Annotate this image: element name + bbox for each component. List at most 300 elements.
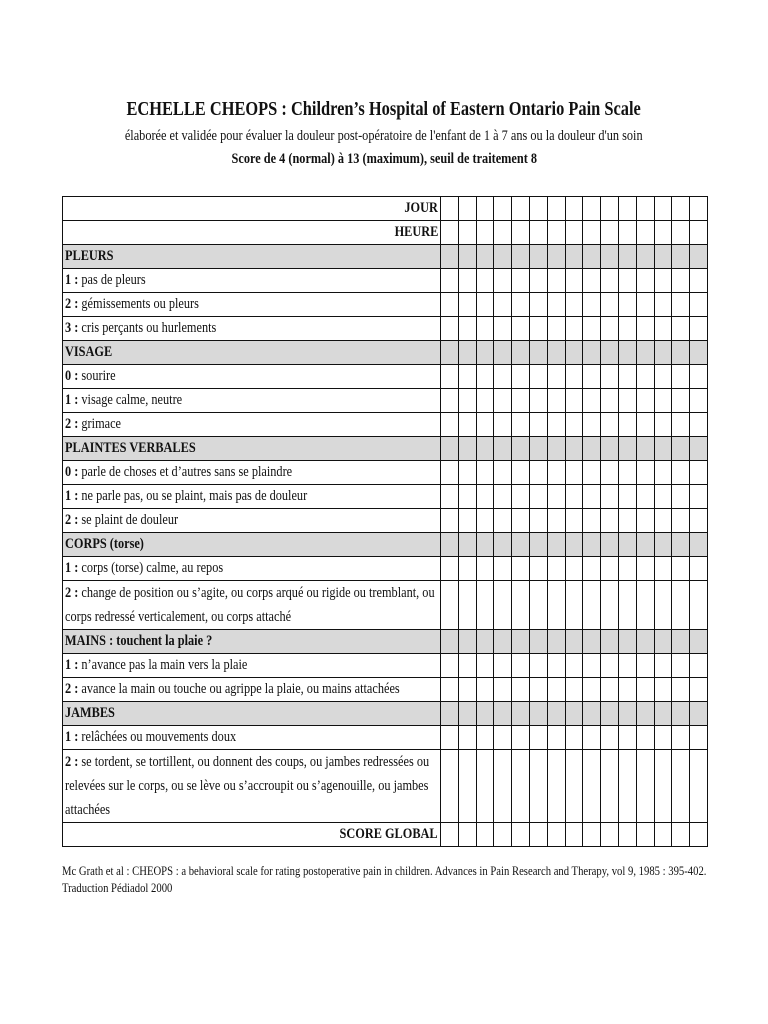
entry-cell[interactable] xyxy=(529,509,547,533)
entry-cell[interactable] xyxy=(654,654,672,678)
entry-cell[interactable] xyxy=(529,461,547,485)
entry-cell xyxy=(565,533,583,557)
entry-cell[interactable] xyxy=(458,461,476,485)
criterion-text: ne parle pas, ou se plaint, mais pas de douleur xyxy=(81,488,308,504)
entry-cell[interactable] xyxy=(601,389,619,413)
entry-cell[interactable] xyxy=(601,509,619,533)
entry-cell[interactable] xyxy=(512,221,530,245)
entry-cell[interactable] xyxy=(547,461,565,485)
entry-cell[interactable] xyxy=(654,221,672,245)
entry-cell[interactable] xyxy=(529,678,547,702)
entry-cell[interactable] xyxy=(476,557,494,581)
entry-cell[interactable] xyxy=(441,823,459,847)
entry-cell[interactable] xyxy=(654,293,672,317)
entry-cell[interactable] xyxy=(690,557,708,581)
entry-cell[interactable] xyxy=(494,269,512,293)
entry-cell[interactable] xyxy=(494,557,512,581)
entry-cell[interactable] xyxy=(565,293,583,317)
entry-cell[interactable] xyxy=(636,654,654,678)
entry-cell[interactable] xyxy=(565,509,583,533)
entry-cell[interactable] xyxy=(441,221,459,245)
entry-cell[interactable] xyxy=(672,678,690,702)
entry-cell[interactable] xyxy=(690,413,708,437)
entry-cell[interactable] xyxy=(601,485,619,509)
entry-cell[interactable] xyxy=(565,389,583,413)
entry-cell[interactable] xyxy=(476,269,494,293)
entry-cell[interactable] xyxy=(601,365,619,389)
entry-cell[interactable] xyxy=(690,221,708,245)
entry-cell[interactable] xyxy=(547,197,565,221)
entry-cell[interactable] xyxy=(618,461,636,485)
entry-cell[interactable] xyxy=(583,365,601,389)
entry-cell[interactable] xyxy=(672,557,690,581)
entry-cell[interactable] xyxy=(494,581,512,630)
entry-cell[interactable] xyxy=(565,317,583,341)
entry-cell[interactable] xyxy=(529,581,547,630)
entry-cell[interactable] xyxy=(512,750,530,823)
entry-cell[interactable] xyxy=(636,750,654,823)
category-title: MAINS : touchent la plaie ? xyxy=(65,633,213,649)
entry-cell[interactable] xyxy=(618,654,636,678)
row-label xyxy=(63,389,441,413)
entry-cell[interactable] xyxy=(672,413,690,437)
entry-cell[interactable] xyxy=(565,365,583,389)
entry-cell[interactable] xyxy=(583,823,601,847)
row-label xyxy=(63,269,441,293)
entry-cell[interactable] xyxy=(441,293,459,317)
entry-cell[interactable] xyxy=(494,317,512,341)
entry-cell xyxy=(547,437,565,461)
entry-cell[interactable] xyxy=(458,485,476,509)
entry-cell[interactable] xyxy=(690,654,708,678)
entry-cell[interactable] xyxy=(672,269,690,293)
pain-scale-table xyxy=(62,196,708,847)
entry-cell[interactable] xyxy=(512,485,530,509)
entry-cell[interactable] xyxy=(618,221,636,245)
entry-cell[interactable] xyxy=(583,293,601,317)
entry-cell[interactable] xyxy=(583,726,601,750)
entry-cell[interactable] xyxy=(672,221,690,245)
entry-cell[interactable] xyxy=(476,654,494,678)
entry-cell[interactable] xyxy=(601,750,619,823)
entry-cell[interactable] xyxy=(636,389,654,413)
entry-cell[interactable] xyxy=(494,293,512,317)
entry-cell[interactable] xyxy=(547,557,565,581)
entry-cell[interactable] xyxy=(494,365,512,389)
entry-cell xyxy=(618,245,636,269)
entry-cell[interactable] xyxy=(636,293,654,317)
entry-cell[interactable] xyxy=(529,317,547,341)
entry-cell[interactable] xyxy=(476,509,494,533)
entry-cell[interactable] xyxy=(583,654,601,678)
entry-cell xyxy=(494,245,512,269)
entry-cell[interactable] xyxy=(512,269,530,293)
entry-cell[interactable] xyxy=(690,365,708,389)
entry-cell[interactable] xyxy=(512,654,530,678)
entry-cell[interactable] xyxy=(636,678,654,702)
entry-cell[interactable] xyxy=(441,726,459,750)
entry-cell[interactable] xyxy=(494,509,512,533)
entry-cell[interactable] xyxy=(512,509,530,533)
entry-cell[interactable] xyxy=(476,389,494,413)
entry-cell[interactable] xyxy=(565,823,583,847)
entry-cell[interactable] xyxy=(601,678,619,702)
entry-cell[interactable] xyxy=(618,726,636,750)
entry-cell[interactable] xyxy=(547,365,565,389)
entry-cell[interactable] xyxy=(494,413,512,437)
entry-cell[interactable] xyxy=(547,654,565,678)
entry-cell[interactable] xyxy=(636,365,654,389)
entry-cell[interactable] xyxy=(458,509,476,533)
entry-cell[interactable] xyxy=(494,461,512,485)
entry-cell[interactable] xyxy=(618,750,636,823)
entry-cell[interactable] xyxy=(583,389,601,413)
entry-cell[interactable] xyxy=(565,485,583,509)
entry-cell[interactable] xyxy=(618,197,636,221)
entry-cell[interactable] xyxy=(494,654,512,678)
entry-cell[interactable] xyxy=(458,654,476,678)
entry-cell[interactable] xyxy=(458,365,476,389)
entry-cell[interactable] xyxy=(690,823,708,847)
entry-cell[interactable] xyxy=(565,269,583,293)
entry-cell[interactable] xyxy=(512,726,530,750)
entry-cell[interactable] xyxy=(654,197,672,221)
entry-cell[interactable] xyxy=(601,221,619,245)
entry-cell[interactable] xyxy=(636,197,654,221)
criterion-text: avance la main ou touche ou agrippe la plaie, ou mains attachées xyxy=(81,681,400,697)
entry-cell[interactable] xyxy=(458,678,476,702)
entry-cell[interactable] xyxy=(618,293,636,317)
entry-cell[interactable] xyxy=(690,726,708,750)
entry-cell[interactable] xyxy=(601,726,619,750)
entry-cell[interactable] xyxy=(565,413,583,437)
entry-cell[interactable] xyxy=(672,726,690,750)
entry-cell[interactable] xyxy=(583,269,601,293)
entry-cell[interactable] xyxy=(458,750,476,823)
entry-cell[interactable] xyxy=(512,581,530,630)
row-label: SCORE GLOBAL xyxy=(63,823,441,847)
entry-cell[interactable] xyxy=(654,823,672,847)
entry-cell[interactable] xyxy=(441,389,459,413)
entry-cell[interactable] xyxy=(690,581,708,630)
entry-cell[interactable] xyxy=(494,823,512,847)
row-label xyxy=(63,461,441,485)
entry-cell[interactable] xyxy=(547,269,565,293)
entry-cell[interactable] xyxy=(494,197,512,221)
criterion-row xyxy=(63,461,708,485)
entry-cell[interactable] xyxy=(529,365,547,389)
entry-cell[interactable] xyxy=(547,293,565,317)
entry-cell[interactable] xyxy=(690,389,708,413)
entry-cell[interactable] xyxy=(672,461,690,485)
entry-cell[interactable] xyxy=(512,293,530,317)
entry-cell[interactable] xyxy=(547,485,565,509)
entry-cell[interactable] xyxy=(441,581,459,630)
entry-cell[interactable] xyxy=(529,293,547,317)
entry-cell[interactable] xyxy=(512,823,530,847)
entry-cell[interactable] xyxy=(547,678,565,702)
row-label xyxy=(63,365,441,389)
entry-cell[interactable] xyxy=(458,317,476,341)
criterion-score: 0 : xyxy=(65,464,79,480)
entry-cell[interactable] xyxy=(458,413,476,437)
entry-cell[interactable] xyxy=(494,678,512,702)
row-label xyxy=(63,630,441,654)
entry-cell[interactable] xyxy=(441,413,459,437)
entry-cell[interactable] xyxy=(618,581,636,630)
entry-cell[interactable] xyxy=(672,823,690,847)
entry-cell[interactable] xyxy=(601,293,619,317)
entry-cell[interactable] xyxy=(565,581,583,630)
entry-cell[interactable] xyxy=(690,317,708,341)
entry-cell[interactable] xyxy=(690,678,708,702)
entry-cell[interactable] xyxy=(672,365,690,389)
entry-cell[interactable] xyxy=(529,654,547,678)
entry-cell[interactable] xyxy=(636,581,654,630)
entry-cell[interactable] xyxy=(494,750,512,823)
entry-cell[interactable] xyxy=(601,317,619,341)
entry-cell[interactable] xyxy=(476,461,494,485)
entry-cell[interactable] xyxy=(583,750,601,823)
entry-cell[interactable] xyxy=(441,365,459,389)
entry-cell[interactable] xyxy=(458,221,476,245)
entry-cell[interactable] xyxy=(494,485,512,509)
entry-cell xyxy=(654,630,672,654)
entry-cell[interactable] xyxy=(476,750,494,823)
entry-cell[interactable] xyxy=(458,581,476,630)
entry-cell[interactable] xyxy=(654,413,672,437)
entry-cell[interactable] xyxy=(672,197,690,221)
entry-cell[interactable] xyxy=(654,317,672,341)
entry-cell[interactable] xyxy=(690,509,708,533)
entry-cell[interactable] xyxy=(654,365,672,389)
entry-cell[interactable] xyxy=(547,726,565,750)
entry-cell[interactable] xyxy=(618,365,636,389)
entry-cell[interactable] xyxy=(601,413,619,437)
entry-cell[interactable] xyxy=(618,317,636,341)
entry-cell[interactable] xyxy=(618,509,636,533)
entry-cell[interactable] xyxy=(458,557,476,581)
entry-cell[interactable] xyxy=(441,485,459,509)
entry-cell xyxy=(618,341,636,365)
entry-cell xyxy=(583,702,601,726)
entry-cell[interactable] xyxy=(441,750,459,823)
entry-cell[interactable] xyxy=(458,197,476,221)
entry-cell[interactable] xyxy=(529,389,547,413)
entry-cell[interactable] xyxy=(601,654,619,678)
entry-cell[interactable] xyxy=(476,581,494,630)
entry-cell[interactable] xyxy=(636,413,654,437)
entry-cell[interactable] xyxy=(690,293,708,317)
entry-cell[interactable] xyxy=(654,461,672,485)
entry-cell[interactable] xyxy=(618,823,636,847)
entry-cell[interactable] xyxy=(618,485,636,509)
entry-cell[interactable] xyxy=(672,485,690,509)
entry-cell[interactable] xyxy=(565,654,583,678)
entry-cell[interactable] xyxy=(494,726,512,750)
entry-cell[interactable] xyxy=(672,509,690,533)
entry-cell[interactable] xyxy=(618,269,636,293)
entry-cell[interactable] xyxy=(654,269,672,293)
entry-cell[interactable] xyxy=(547,389,565,413)
entry-cell[interactable] xyxy=(547,750,565,823)
entry-cell[interactable] xyxy=(618,413,636,437)
entry-cell[interactable] xyxy=(476,293,494,317)
entry-cell[interactable] xyxy=(672,750,690,823)
entry-cell[interactable] xyxy=(618,678,636,702)
entry-cell[interactable] xyxy=(601,557,619,581)
entry-cell[interactable] xyxy=(441,461,459,485)
entry-cell[interactable] xyxy=(458,389,476,413)
entry-cell[interactable] xyxy=(636,823,654,847)
entry-cell[interactable] xyxy=(636,269,654,293)
entry-cell[interactable] xyxy=(601,269,619,293)
entry-cell[interactable] xyxy=(512,317,530,341)
entry-cell[interactable] xyxy=(476,485,494,509)
entry-cell[interactable] xyxy=(672,293,690,317)
entry-cell[interactable] xyxy=(529,726,547,750)
entry-cell[interactable] xyxy=(476,365,494,389)
entry-cell xyxy=(601,702,619,726)
entry-cell[interactable] xyxy=(636,509,654,533)
entry-cell[interactable] xyxy=(672,654,690,678)
entry-cell[interactable] xyxy=(565,726,583,750)
entry-cell[interactable] xyxy=(476,678,494,702)
entry-cell[interactable] xyxy=(529,413,547,437)
entry-cell[interactable] xyxy=(654,485,672,509)
entry-cell[interactable] xyxy=(512,461,530,485)
entry-cell[interactable] xyxy=(512,389,530,413)
entry-cell[interactable] xyxy=(636,557,654,581)
entry-cell[interactable] xyxy=(690,461,708,485)
entry-cell[interactable] xyxy=(583,413,601,437)
entry-cell[interactable] xyxy=(654,509,672,533)
entry-cell[interactable] xyxy=(529,221,547,245)
entry-cell[interactable] xyxy=(458,269,476,293)
entry-cell[interactable] xyxy=(441,654,459,678)
entry-cell[interactable] xyxy=(547,317,565,341)
entry-cell xyxy=(441,245,459,269)
entry-cell[interactable] xyxy=(654,678,672,702)
entry-cell xyxy=(547,702,565,726)
entry-cell[interactable] xyxy=(529,823,547,847)
entry-cell[interactable] xyxy=(512,413,530,437)
entry-cell[interactable] xyxy=(476,726,494,750)
entry-cell[interactable] xyxy=(583,581,601,630)
entry-cell[interactable] xyxy=(458,726,476,750)
entry-cell[interactable] xyxy=(618,389,636,413)
entry-cell[interactable] xyxy=(565,461,583,485)
entry-cell[interactable] xyxy=(583,221,601,245)
entry-cell[interactable] xyxy=(494,389,512,413)
entry-cell[interactable] xyxy=(565,557,583,581)
entry-cell[interactable] xyxy=(636,461,654,485)
entry-cell[interactable] xyxy=(565,678,583,702)
entry-cell[interactable] xyxy=(601,197,619,221)
entry-cell xyxy=(529,702,547,726)
entry-cell xyxy=(441,702,459,726)
entry-cell[interactable] xyxy=(547,581,565,630)
entry-cell xyxy=(636,533,654,557)
criterion-text: se plaint de douleur xyxy=(81,512,179,528)
entry-cell xyxy=(583,437,601,461)
entry-cell[interactable] xyxy=(636,726,654,750)
entry-cell[interactable] xyxy=(512,197,530,221)
entry-cell[interactable] xyxy=(441,317,459,341)
entry-cell[interactable] xyxy=(583,509,601,533)
entry-cell[interactable] xyxy=(512,557,530,581)
entry-cell xyxy=(458,533,476,557)
entry-cell[interactable] xyxy=(565,197,583,221)
entry-cell[interactable] xyxy=(441,678,459,702)
entry-cell[interactable] xyxy=(583,678,601,702)
reference-footer xyxy=(62,862,768,896)
entry-cell[interactable] xyxy=(654,581,672,630)
entry-cell[interactable] xyxy=(583,461,601,485)
entry-cell[interactable] xyxy=(529,197,547,221)
entry-cell[interactable] xyxy=(690,485,708,509)
entry-cell[interactable] xyxy=(636,485,654,509)
entry-cell[interactable] xyxy=(512,365,530,389)
entry-cell[interactable] xyxy=(494,221,512,245)
entry-cell[interactable] xyxy=(654,389,672,413)
entry-cell[interactable] xyxy=(547,413,565,437)
entry-cell[interactable] xyxy=(547,509,565,533)
entry-cell[interactable] xyxy=(601,823,619,847)
entry-cell[interactable] xyxy=(476,221,494,245)
entry-cell[interactable] xyxy=(565,750,583,823)
entry-cell[interactable] xyxy=(672,581,690,630)
entry-cell[interactable] xyxy=(547,823,565,847)
entry-cell[interactable] xyxy=(654,726,672,750)
entry-cell[interactable] xyxy=(547,221,565,245)
entry-cell[interactable] xyxy=(441,197,459,221)
entry-cell[interactable] xyxy=(476,413,494,437)
entry-cell[interactable] xyxy=(529,557,547,581)
entry-cell[interactable] xyxy=(654,750,672,823)
entry-cell[interactable] xyxy=(690,750,708,823)
entry-cell[interactable] xyxy=(690,269,708,293)
entry-cell[interactable] xyxy=(476,197,494,221)
entry-cell[interactable] xyxy=(636,317,654,341)
entry-cell[interactable] xyxy=(512,678,530,702)
entry-cell[interactable] xyxy=(601,581,619,630)
entry-cell[interactable] xyxy=(529,269,547,293)
entry-cell[interactable] xyxy=(618,557,636,581)
entry-cell[interactable] xyxy=(529,750,547,823)
entry-cell[interactable] xyxy=(583,317,601,341)
entry-cell[interactable] xyxy=(583,557,601,581)
entry-cell[interactable] xyxy=(565,221,583,245)
entry-cell xyxy=(494,630,512,654)
entry-cell[interactable] xyxy=(583,485,601,509)
entry-cell[interactable] xyxy=(458,293,476,317)
entry-cell[interactable] xyxy=(529,485,547,509)
entry-cell[interactable] xyxy=(441,269,459,293)
entry-cell[interactable] xyxy=(672,317,690,341)
entry-cell[interactable] xyxy=(654,557,672,581)
entry-cell[interactable] xyxy=(601,461,619,485)
entry-cell[interactable] xyxy=(476,823,494,847)
entry-cell[interactable] xyxy=(690,197,708,221)
entry-cell[interactable] xyxy=(476,317,494,341)
entry-cell[interactable] xyxy=(458,823,476,847)
entry-cell[interactable] xyxy=(441,557,459,581)
entry-cell[interactable] xyxy=(672,389,690,413)
entry-cell[interactable] xyxy=(583,197,601,221)
entry-cell[interactable] xyxy=(441,509,459,533)
entry-cell[interactable] xyxy=(636,221,654,245)
